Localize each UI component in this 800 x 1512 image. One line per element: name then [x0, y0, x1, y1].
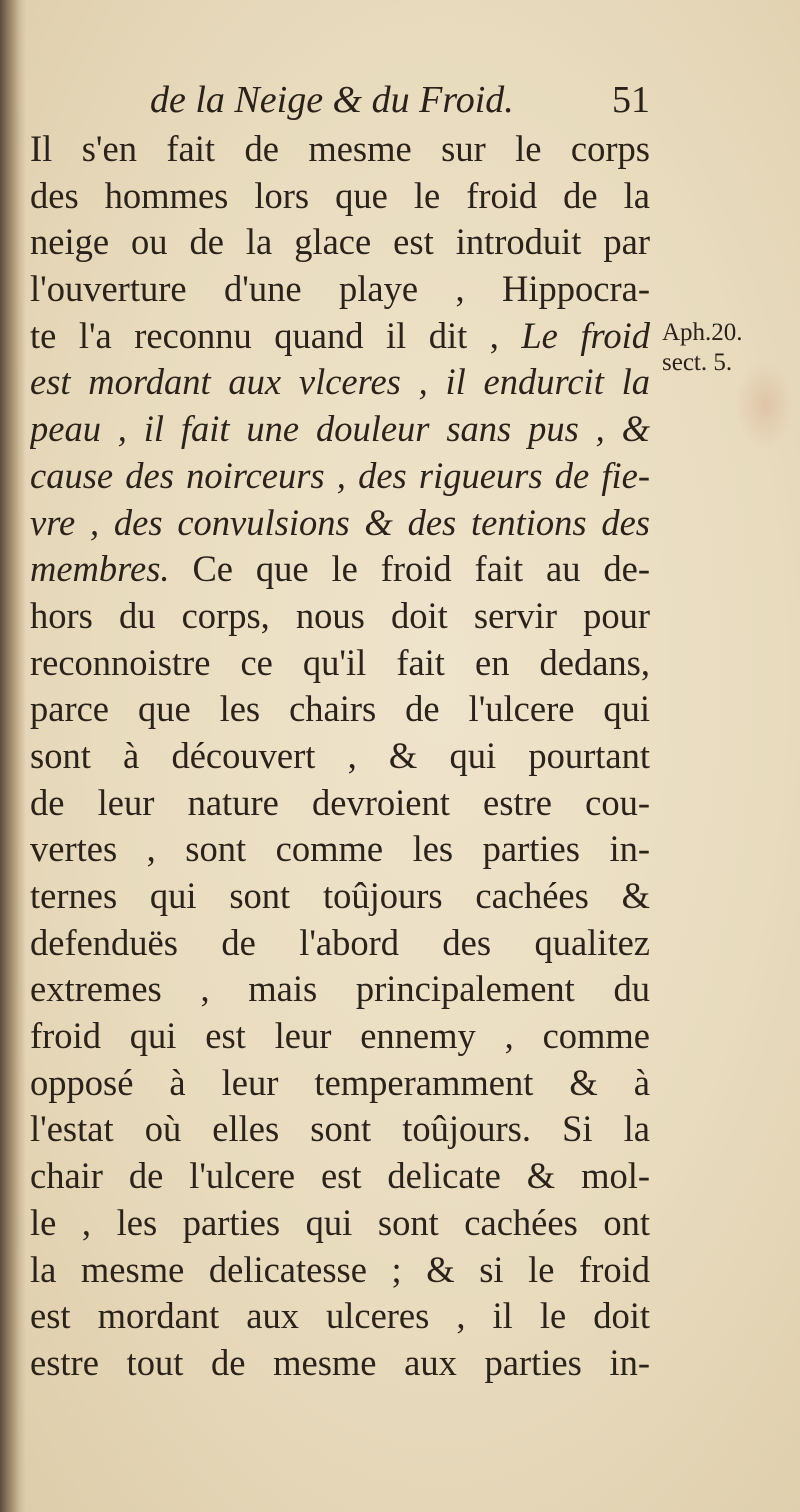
text-line-italic: cause des noirceurs , des rigueurs de fie- [30, 454, 650, 496]
text-line-italic: vre , des convulsions & des tentions des [30, 501, 650, 543]
text-line: l'ouverture d'une playe , Hippocra- [30, 268, 650, 310]
text-line: des hommes lors que le froid de la [30, 174, 650, 216]
body-text [30, 126, 650, 1387]
text-segment-roman: Ce que le froid fait au de- [192, 548, 650, 590]
text-line-italic: est mordant aux vlceres , il endurcit la [30, 361, 650, 403]
running-title: de la Neige & du Froid. [150, 79, 514, 121]
text-line: Il s'en fait de mesme sur le corps [30, 128, 650, 169]
text-line: hors du corps, nous doit servir pour [30, 594, 650, 636]
text-line: la mesme delicatesse ; & si le froid [30, 1248, 650, 1290]
margin-note-line-1: Aph.20. [662, 319, 743, 346]
text-line-italic: peau , il fait une douleur sans pus , & [30, 408, 650, 450]
text-segment-italic: membres. [30, 548, 170, 590]
text-line: froid qui est leur ennemy , comme [30, 1015, 650, 1057]
text-line: est mordant aux ulceres , il le doit [30, 1295, 650, 1337]
text-line: vertes , sont comme les parties in- [30, 828, 650, 870]
paper-stain [735, 360, 795, 450]
text-line-mixed [30, 546, 650, 593]
page-gutter-shadow [0, 0, 26, 1512]
text-line: estre tout de mesme aux parties in- [30, 1341, 650, 1383]
text-line: sont à découvert , & qui pourtant [30, 734, 650, 776]
page-number: 51 [612, 79, 650, 121]
text-line: ternes qui sont toûjours cachées & [30, 875, 650, 916]
text-line: de leur nature devroient estre cou- [30, 781, 650, 823]
margin-note-line-2: sect. 5. [662, 349, 733, 376]
margin-note [662, 318, 743, 378]
text-line: neige ou de la glace est introduit par [30, 221, 650, 263]
text-line-mixed [30, 313, 650, 360]
text-segment-roman: te l'a reconnu quand il dit , [30, 314, 499, 356]
text-line: chair de l'ulcere est delicate & mol- [30, 1155, 650, 1197]
text-line: le , les parties qui sont cachées ont [30, 1201, 650, 1243]
text-line: reconnoistre ce qu'il fait en dedans, [30, 641, 650, 683]
text-line: l'estat où elles sont toûjours. Si la [30, 1108, 650, 1150]
text-line: opposé à leur temperamment & à [30, 1061, 650, 1103]
text-line: parce que les chairs de l'ulcere qui [30, 688, 650, 730]
text-segment-italic: Le froid [521, 314, 650, 356]
page-header [0, 78, 800, 128]
text-line: extremes , mais principalement du [30, 968, 650, 1010]
text-line: defenduës de l'abord des qualitez [30, 921, 650, 963]
